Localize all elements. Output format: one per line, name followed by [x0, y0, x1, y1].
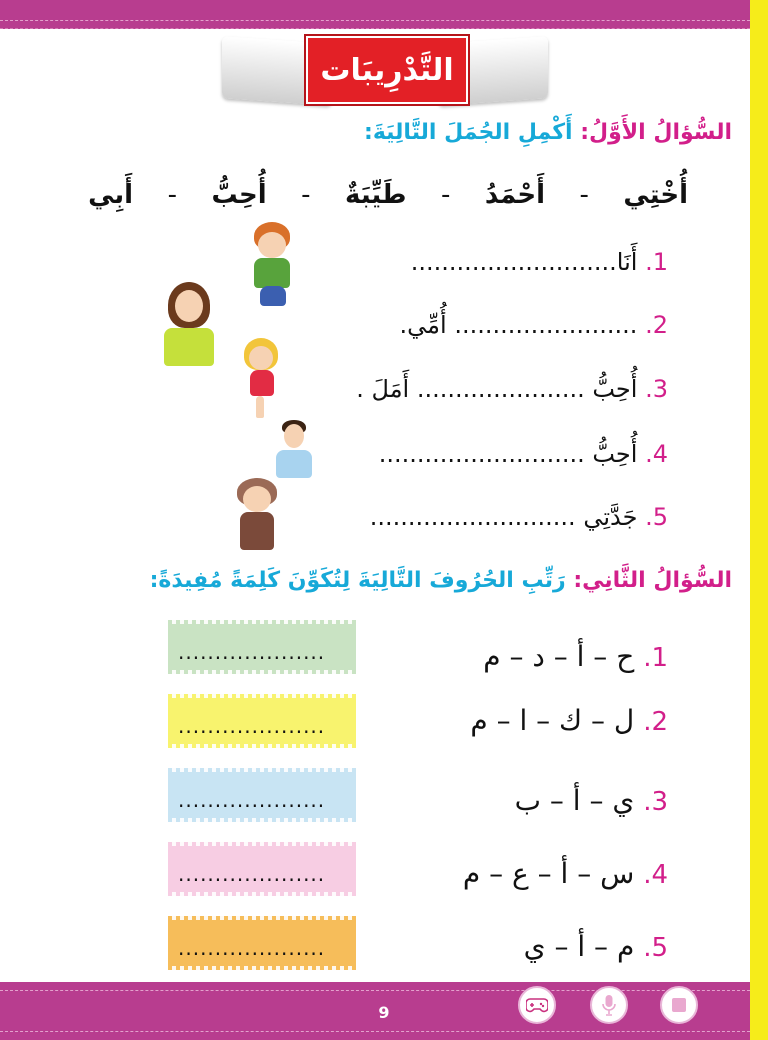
item-number: 4.	[643, 860, 668, 890]
title-banner	[306, 36, 468, 104]
answer-box-5[interactable]	[168, 916, 356, 970]
scrambled-letters: ح – أ – د – م	[483, 640, 635, 673]
scrambled-letters: ي – أ – ب	[514, 784, 635, 817]
question-2-label: السُّؤالُ الثَّانِي:	[573, 568, 732, 593]
blank-dots[interactable]: ......................	[416, 375, 585, 403]
sentence-before: أُحِبُّ	[592, 440, 638, 468]
item-number: 4.	[645, 440, 668, 468]
word-bank-item: أَحْمَدُ	[484, 180, 546, 210]
scrambled-word-3	[515, 784, 668, 817]
answer-box-dots: ....................	[178, 936, 326, 960]
girl-character-illustration	[236, 338, 286, 420]
scrambled-letters: م – أ – ي	[523, 930, 635, 963]
answer-box-1[interactable]	[168, 620, 356, 674]
blank-dots[interactable]: ...........................	[369, 503, 576, 531]
grandmother-character-illustration	[234, 478, 280, 550]
stop-button[interactable]	[660, 986, 698, 1024]
microphone-icon	[602, 994, 616, 1016]
sentence-4	[379, 440, 668, 468]
game-button[interactable]	[518, 986, 556, 1024]
sentence-3	[356, 375, 668, 403]
answer-box-dots: ....................	[178, 714, 326, 738]
page-title: التَّدْرِيبَات	[320, 52, 454, 88]
sentence-before: جَدَّتِي	[583, 503, 638, 531]
sentence-after: أُمِّي.	[399, 311, 447, 339]
father-character-illustration	[276, 420, 312, 478]
sentence-after: أَمَلَ .	[356, 375, 410, 403]
item-number: 5.	[643, 933, 668, 963]
scrambled-word-4	[463, 857, 668, 890]
scrambled-word-2	[470, 704, 668, 737]
item-number: 5.	[645, 503, 668, 531]
page-number: 9	[378, 1003, 390, 1022]
sentence-5	[370, 503, 668, 531]
answer-box-dots: ....................	[178, 788, 326, 812]
mother-character-illustration	[164, 282, 216, 366]
word-bank-item: أُحِبُّ	[211, 180, 267, 210]
scrambled-letters: ل – ك – ا – م	[470, 704, 635, 737]
sentence-1	[411, 248, 668, 276]
question-2-heading	[150, 568, 732, 593]
word-separator: -	[579, 180, 589, 210]
top-band	[0, 0, 750, 29]
answer-box-3[interactable]	[168, 768, 356, 822]
item-number: 2.	[643, 707, 668, 737]
answer-box-dots: ....................	[178, 640, 326, 664]
item-number: 1.	[643, 643, 668, 673]
answer-box-4[interactable]	[168, 842, 356, 896]
question-1-label: السُّؤالُ الأَوَّلُ:	[580, 120, 732, 145]
word-bank-item: طَيِّبَةٌ	[345, 180, 407, 210]
answer-box-2[interactable]	[168, 694, 356, 748]
item-number: 2.	[645, 311, 668, 339]
word-separator: -	[301, 180, 311, 210]
question-2-instruction: رَتِّبِ الحُرُوفَ التَّالِيَةَ لِتُكَوِّنَ كَلِمَةً مُفِيدَةً:	[149, 568, 566, 593]
scrambled-word-5	[524, 930, 668, 963]
scrambled-word-1	[483, 640, 668, 673]
sentence-before: أُحِبُّ	[592, 375, 638, 403]
sentence-before: أَنَا	[616, 248, 638, 276]
blank-dots[interactable]: ...........................	[410, 248, 617, 276]
item-number: 3.	[645, 375, 668, 403]
answer-box-dots: ....................	[178, 862, 326, 886]
blank-dots[interactable]: ...........................	[378, 440, 585, 468]
word-bank	[88, 180, 688, 210]
item-number: 3.	[643, 787, 668, 817]
boy-character-illustration	[248, 222, 298, 306]
word-separator: -	[441, 180, 451, 210]
question-1-heading	[364, 120, 732, 145]
scrambled-letters: س – أ – ع – م	[462, 857, 635, 890]
word-bank-item: أَبِي	[88, 180, 134, 210]
item-number: 1.	[645, 248, 668, 276]
word-bank-item: أُخْتِي	[623, 180, 688, 210]
record-button[interactable]	[590, 986, 628, 1024]
blank-dots[interactable]: ........................	[454, 311, 638, 339]
gamepad-icon	[526, 997, 548, 1013]
square-icon	[671, 997, 687, 1013]
sentence-2	[400, 311, 668, 339]
question-1-instruction: أَكْمِلِ الجُمَلَ التَّالِيَةَ:	[364, 120, 573, 145]
right-strip	[750, 0, 768, 1040]
word-separator: -	[167, 180, 177, 210]
